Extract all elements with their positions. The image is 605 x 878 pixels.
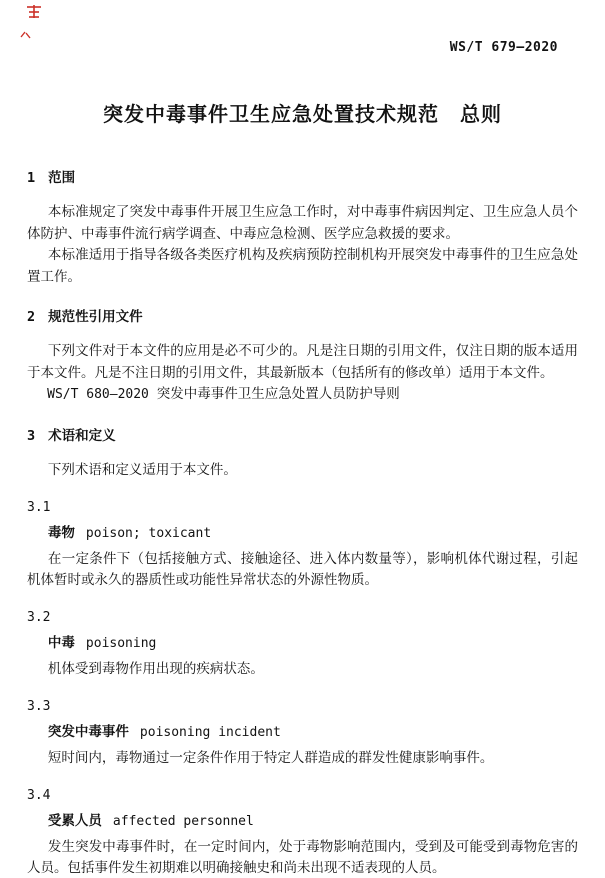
red-stamp-mark-large-icon [26, 4, 44, 24]
term-definition-3-1: 在一定条件下（包括接触方式、接触途径、进入体内数量等），影响机体代谢过程，引起机体暂时或永久的器质性或功能性异常状态的外源性物质。 [27, 551, 578, 587]
section-heading-normative-references [27, 308, 578, 326]
normative-references-paragraph: 下列文件对于本文件的应用是必不可少的。凡是注日期的引用文件，仅注日期的版本适用于本文件。凡是不注日期的引用文件，其最新版本（包括所有的修改单）适用于本文件。 [27, 343, 578, 380]
scope-paragraph-2: 本标准适用于指导各级各类医疗机构及疾病预防控制机构开展突发中毒事件的卫生应急处置工作。 [27, 247, 578, 284]
term-definition-3-2: 机体受到毒物作用出现的疾病状态。 [47, 661, 264, 676]
section-number: 1 [27, 170, 36, 186]
term-name-3-1 [27, 522, 578, 544]
section-number: 2 [27, 309, 36, 325]
normative-reference-item [27, 383, 578, 406]
term-zh-label: 中毒 [47, 635, 75, 650]
section-heading-scope [27, 169, 578, 187]
terms-intro-paragraph: 下列术语和定义适用于本文件。 [47, 461, 237, 477]
term-name-3-4 [27, 810, 578, 832]
term-number-3-1: 3.1 [27, 500, 51, 515]
red-stamp-mark-small-icon [20, 26, 31, 44]
term-number-3-3: 3.3 [27, 699, 51, 714]
term-en-label: poison; toxicant [85, 526, 212, 541]
document-number-header: WS/T 679—2020 [449, 40, 558, 55]
document-title: 突发中毒事件卫生应急处置技术规范 总则 [103, 104, 502, 126]
term-zh-label: 突发中毒事件 [47, 724, 129, 739]
reference-code: WS/T 680—2020 [47, 387, 149, 402]
term-number-3-2: 3.2 [27, 610, 51, 625]
section-heading-terms-definitions [27, 427, 578, 445]
section-heading-label: 范围 [48, 170, 76, 185]
scope-paragraph-1: 本标准规定了突发中毒事件开展卫生应急工作时，对中毒事件病因判定、卫生应急人员个体防护、中毒事件流行病学调查、中毒应急检测、医学应急救援的要求。 [27, 204, 578, 241]
reference-title: 突发中毒事件卫生应急处置人员防护导则 [156, 386, 400, 401]
term-number-3-4: 3.4 [27, 788, 51, 803]
term-en-label: affected personnel [112, 814, 254, 829]
section-heading-label: 规范性引用文件 [48, 309, 143, 324]
term-en-label: poisoning [85, 636, 157, 651]
term-definition-3-4: 发生突发中毒事件时，在一定时间内，处于毒物影响范围内，受到及可能受到毒物危害的人员。包括事件发生初期难以明确接触史和尚未出现不适表现的人员。 [27, 839, 578, 875]
term-zh-label: 受累人员 [47, 813, 102, 828]
term-zh-label: 毒物 [47, 525, 75, 540]
section-number: 3 [27, 427, 36, 444]
term-name-3-3 [27, 721, 578, 743]
term-definition-3-3: 短时间内，毒物通过一定条件作用于特定人群造成的群发性健康影响事件。 [47, 750, 494, 765]
section-heading-label: 术语和定义 [48, 427, 116, 443]
term-name-3-2 [27, 632, 578, 654]
term-en-label: poisoning incident [139, 725, 281, 740]
